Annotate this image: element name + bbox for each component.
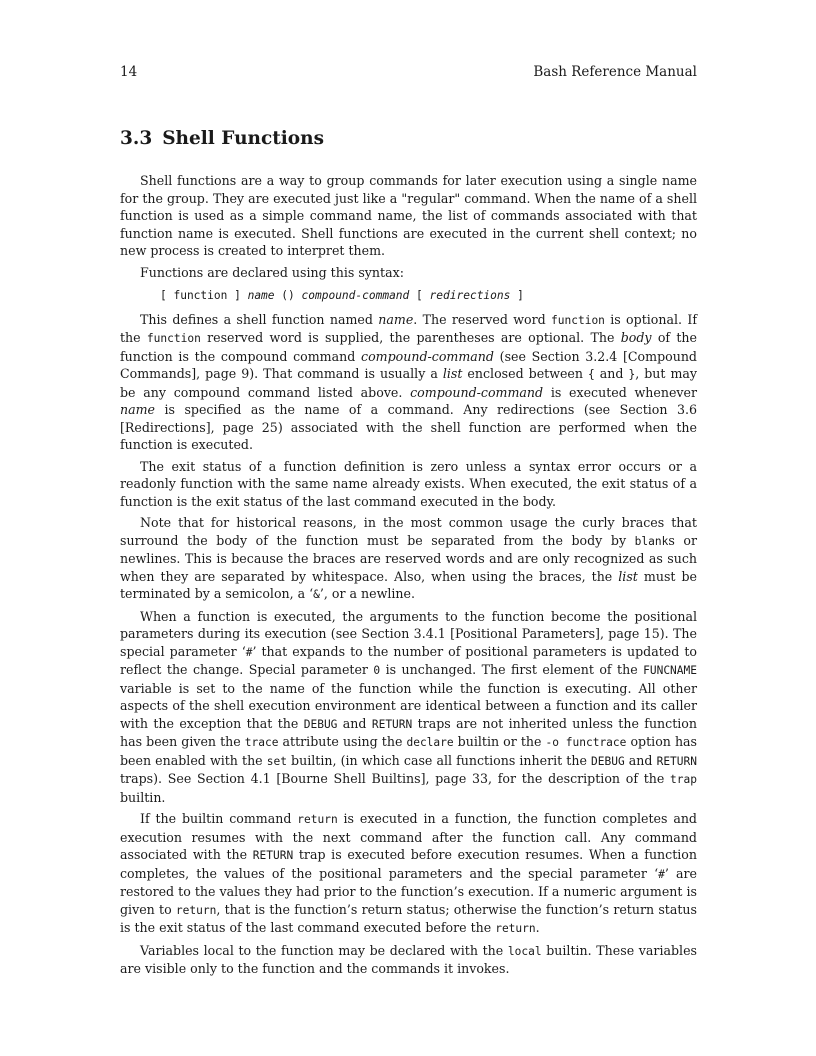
xref-bourne-shell-builtins: traps). See Section 4.1 [Bourne Shell Builtins], page 33, for the description of the [120, 771, 671, 786]
function-syntax [120, 287, 697, 305]
section-number: 3.3 [120, 128, 153, 149]
page-number: 14 [120, 64, 138, 80]
xref-compound-commands: (see Section 3.2.4 [Compound Commands], page 9). That command is usually a [120, 348, 697, 381]
syntax-function-keyword: [ function ] [160, 289, 241, 302]
term-blank: blank [634, 534, 669, 548]
section-heading [120, 128, 324, 150]
syntax-parens: () [281, 289, 295, 302]
paragraph-curly-braces: Note that for historical reasons, in the most common usage the curly braces that surround the body of the function must be separated from the body by blanks or newlines. This is because the braces are reserved words and are only recognized as such when they are separated by whitespace. Also, when using the braces, the list must be terminated by a semicolon, a ‘&’, or a newline. [120, 515, 697, 601]
syntax-name: name [247, 289, 275, 302]
syntax-compound-command: compound-command [301, 289, 410, 302]
section-title: Shell Functions [162, 128, 325, 149]
paragraph-return: If the builtin command return is executed in a function, the function completes and execution resumes with the next command after the function call. Any command associated with the RETURN trap is executed before execution resumes. When a function completes, the values of the positional parameters and the special parameter ‘#’ are restored to the values they had prior to the function’s execution. If a numeric argument is given to return, that is the function’s return status; otherwise the function’s return status is the exit status of the last command executed before the return. [120, 811, 698, 935]
builtin-local: local [507, 944, 542, 958]
manual-title: Bash Reference Manual [533, 64, 697, 80]
syntax-bracket-open: [ [416, 289, 423, 302]
variable-funcname: FUNCNAME [643, 664, 697, 677]
keyword-function: function [551, 313, 605, 327]
paragraph-intro: Shell functions are a way to group commands for later execution using a single name for the group. They are executed just like a "regular" command. When the name of a shell function is used as a simple command name, the list of commands associated with that function name is executed. Shell functions are executed in the current shell context; no new process is created to interpret them. [120, 173, 697, 258]
paragraph-exit-status: The exit status of a function definition is zero unless a syntax error occurs or a readonly function with the same name already exists. When executed, the exit status of a function is the exit status of the last command executed in the body. [120, 458, 697, 509]
paragraph-syntax-intro: Functions are declared using this syntax: [140, 264, 404, 280]
keyword-function: function [146, 332, 201, 345]
syntax-redirections: redirections [429, 289, 511, 302]
paragraph-execution: When a function is executed, the arguments to the function become the positional parameters during its execution (see Section 3.4.1 [Positional Parameters], page 15). The special parameter ‘#’ that expands to the number of positional parameters is updated to reflect the change. Special parameter 0 is unchanged. The first element of the FUNCNAME variable is set to the name of the function while the function is executing. All other aspects of the shell execution environment are identical between a function and its caller with the exception that the DEBUG and RETURN traps are not inherited unless the function has been given the trace attribute using the declare builtin or the -o functrace option has been enabled with the set builtin, (in which case all functions inherit the DEBUG and RETURN traps). See Section 4.1 [Bourne Shell Builtins], page 33, for the description of the trap builtin. [120, 608, 698, 805]
section-body [120, 172, 697, 982]
xref-redirections: is specified as the name of a command. Any redirections (see Section 3.6 [Redirections], page 25) associated with the shell function are performed when the function is executed. [120, 402, 697, 452]
syntax-bracket-close: ] [517, 289, 524, 302]
paragraph-definition: This defines a shell function named name. The reserved word function is optional. If the function reserved word is supplied, the parentheses are optional. The body of the function is the compound command compound-command (see Section 3.2.4 [Compound Commands], page 9). That command is usually a list enclosed between { and }, but may be any compound command listed above. compound-command is executed whenever name is specified as the name of a command. Any redirections (see Section 3.6 [Redirections], page 25) associated with the shell function are performed when the function is executed. [120, 311, 698, 452]
paragraph-local-variables: Variables local to the function may be declared with the local builtin. These variables are visible only to the function and the commands it invokes. [120, 942, 697, 976]
xref-positional-parameters: When a function is executed, the arguments to the function become the positional parameters during its execution (see Section 3.4.1 [Positional Parameters], page 15). The special parameter ‘ [120, 608, 697, 659]
document-page [120, 0, 697, 1056]
